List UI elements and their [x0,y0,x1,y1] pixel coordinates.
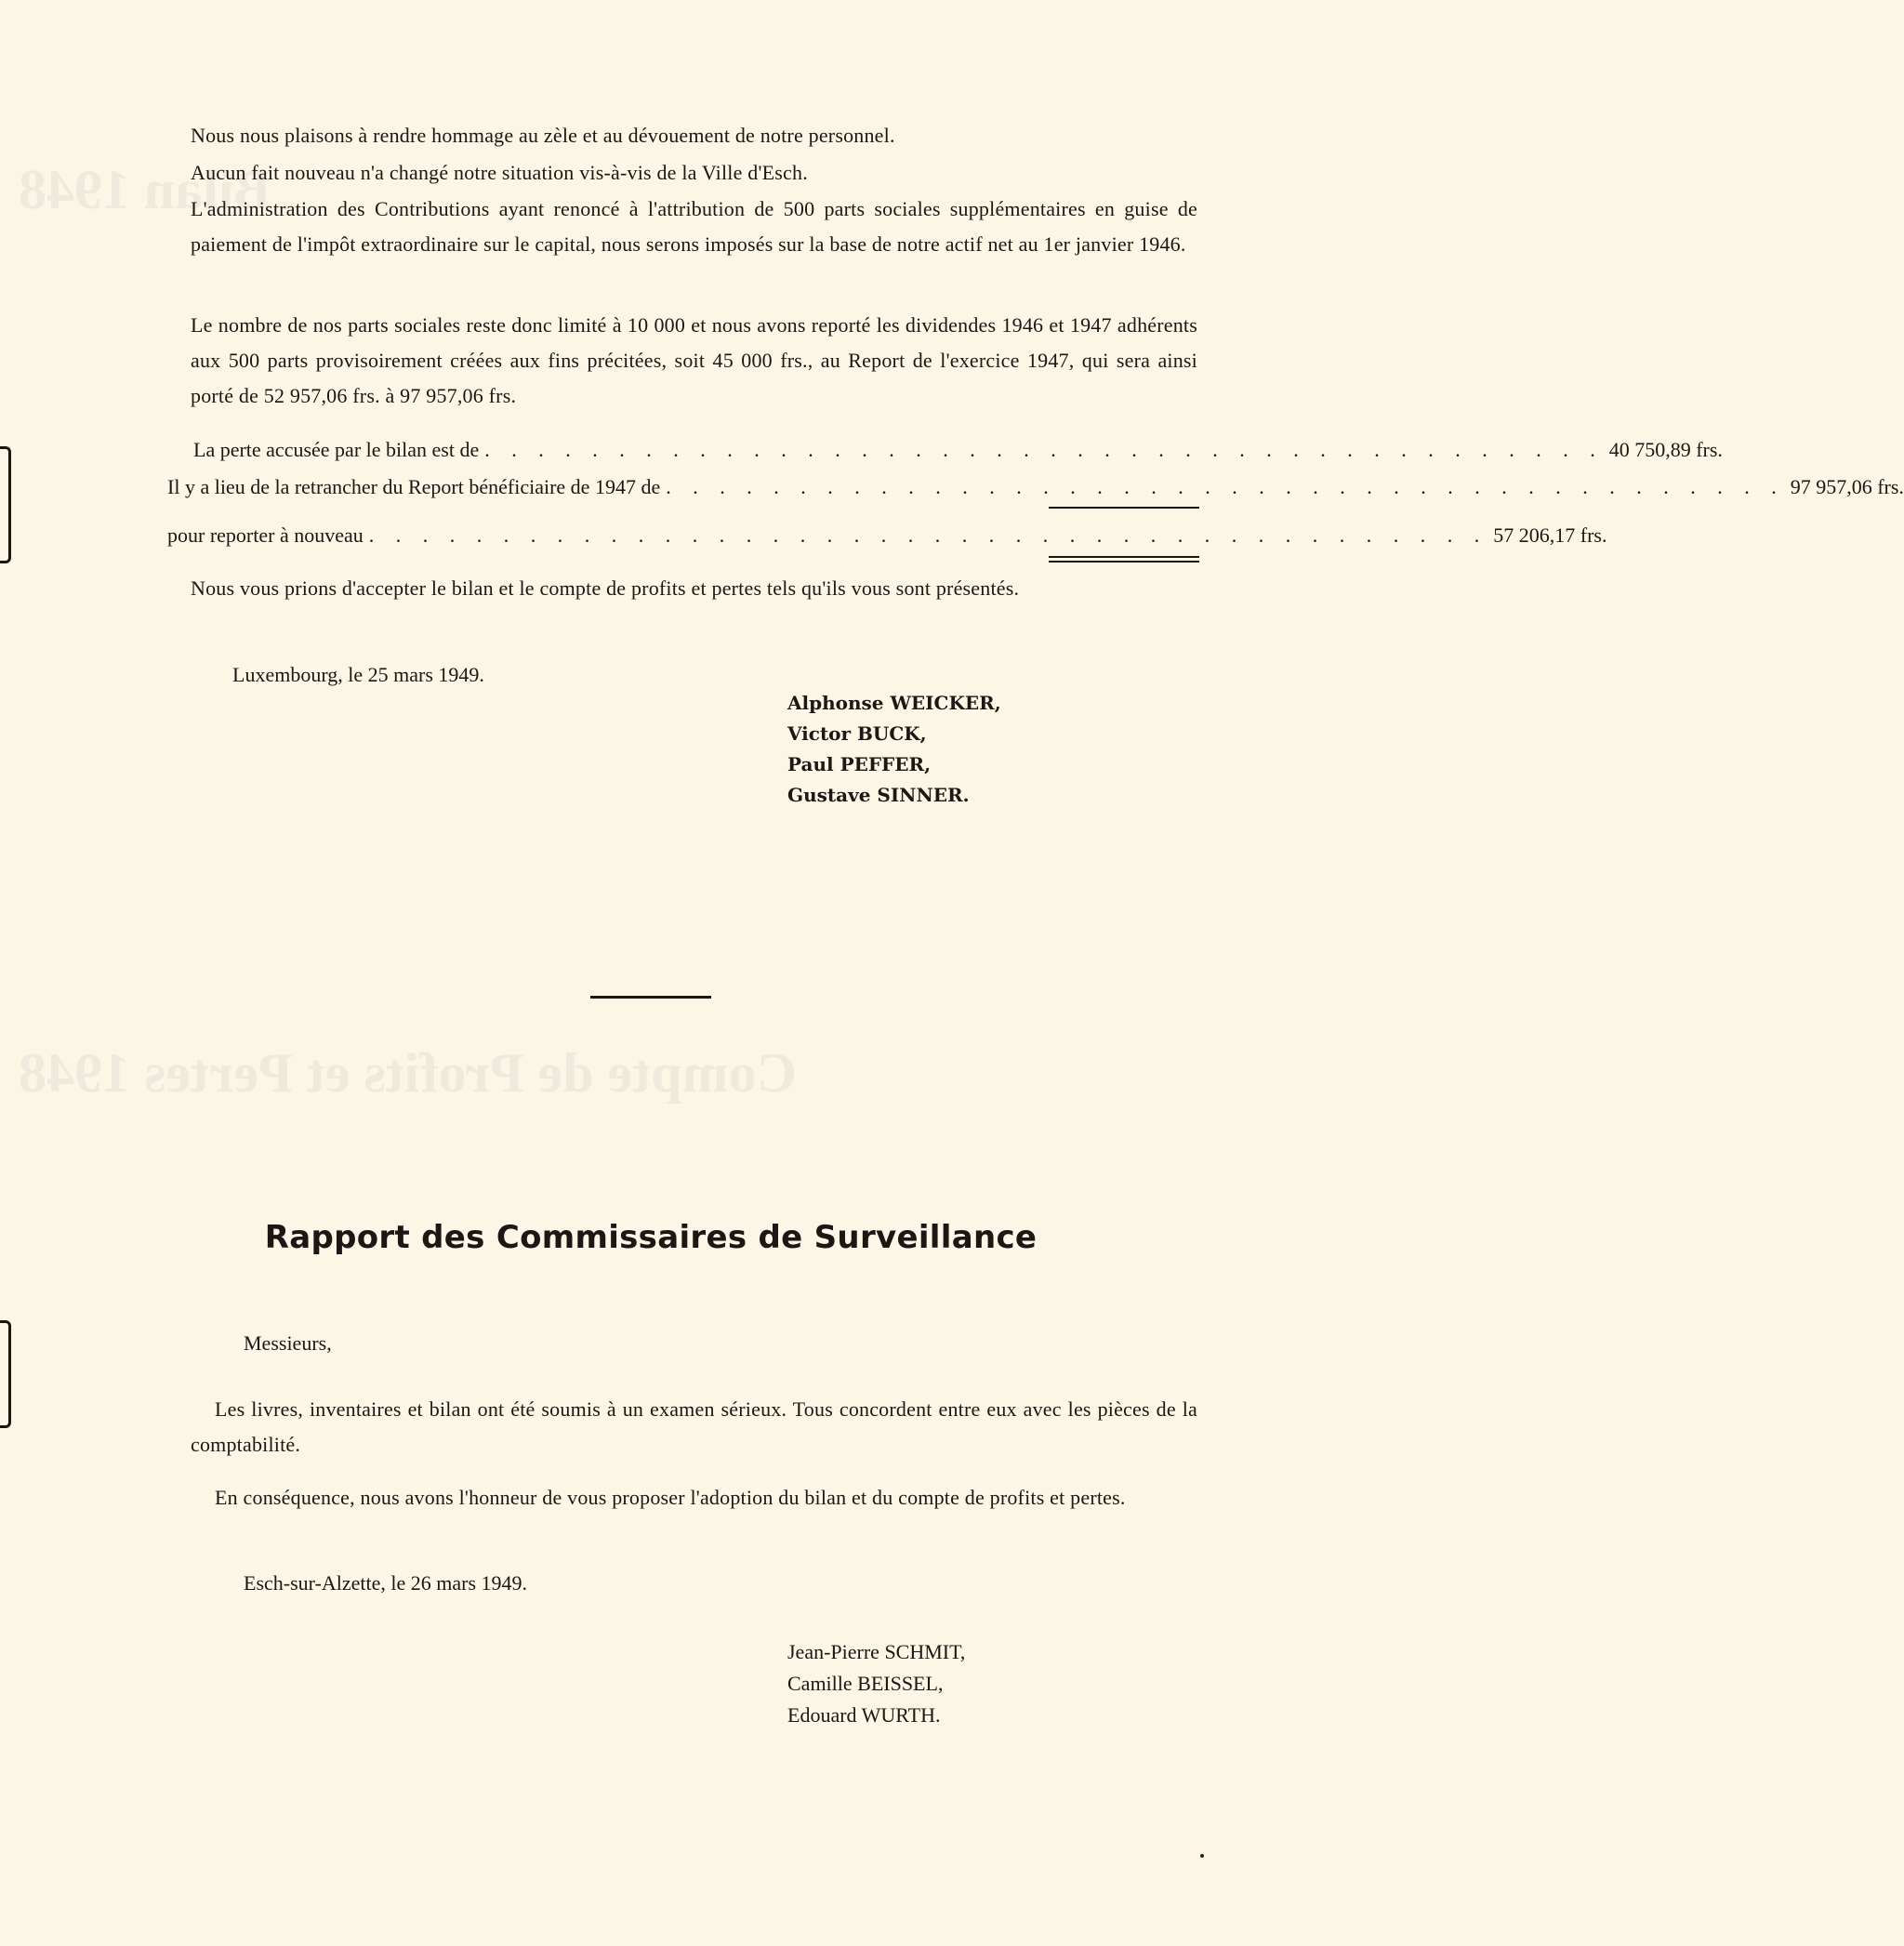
paragraph: En conséquence, nous avons l'honneur de vous proposer l'adoption du bilan et du compte de profits et pertes. [215,1486,1126,1509]
salutation: Messieurs, [244,1331,332,1355]
summary-amount: 97 957,06 frs. [1790,475,1904,498]
signatory: Jean-Pierre SCHMIT, [787,1640,966,1663]
binding-mark [0,446,11,563]
signatories [787,1636,965,1731]
signatory: Victor BUCK, [787,722,927,745]
summary-row-loss [167,438,1723,475]
paragraph: Nous nous plaisons à rendre hommage au zèle et au dévouement de notre personnel. [191,124,895,147]
leader-dots: . . . . . . . . . . . . . . . . . . . . . . . . . . . . . . . . . . . . . . . . . . [368,523,1488,547]
subtotal-rule [1049,507,1199,509]
signatory: Edouard WURTH. [787,1703,941,1727]
show-through-text: Bilan 1948 [19,159,271,220]
show-through-text: Compte de Profits et Pertes 1948 [19,1042,797,1104]
summary-label: Il y a lieu de la retrancher du Report bénéficiaire de 1947 de [167,475,661,498]
paragraph: Les livres, inventaires et bilan ont été soumis à un examen sérieux. Tous concordent entre eux avec les pièces de la comptabilité. [191,1397,1197,1456]
paragraph: L'administration des Contributions ayant renoncé à l'attribution de 500 parts sociales supplémentaires en guise de paiement de l'impôt extraordinaire sur le capital, nous serons imposés sur la base de notre actif net au 1er janvier 1946. [191,197,1197,256]
total-rule [1049,556,1199,558]
total-rule [1049,561,1199,563]
section-separator [590,996,711,999]
signatory: Paul PEFFER, [787,753,932,775]
section-title: Rapport des Commissaires de Surveillance [264,1219,1038,1256]
signatories [787,688,1001,811]
summary-amount: 57 206,17 frs. [1493,523,1607,547]
place-date: Esch-sur-Alzette, le 26 mars 1949. [244,1571,528,1595]
closing-paragraph: Nous vous prions d'accepter le bilan et le compte de profits et pertes tels qu'ils vous sont présentés. [191,576,1020,600]
leader-dots: . . . . . . . . . . . . . . . . . . . . . . . . . . . . . . . . . . . . . . . . . . [666,475,1785,498]
summary-label: pour reporter à nouveau [167,523,364,547]
paragraph: Aucun fait nouveau n'a changé notre situation vis-à-vis de la Ville d'Esch. [191,161,808,184]
summary-row-carryover [167,475,1904,512]
leader-dots: . . . . . . . . . . . . . . . . . . . . . . . . . . . . . . . . . . . . . . . . . . [484,438,1604,461]
signatory: Alphonse WEICKER, [787,692,1001,714]
summary-label: La perte accusée par le bilan est de [193,438,480,461]
place-date: Luxembourg, le 25 mars 1949. [232,663,484,686]
signatory: Camille BEISSEL, [787,1672,944,1695]
summary-amount: 40 750,89 frs. [1608,438,1723,461]
paper-speck [1200,1854,1204,1858]
binding-mark [0,1320,11,1428]
paragraph: Le nombre de nos parts sociales reste donc limité à 10 000 et nous avons reporté les dividendes 1946 et 1947 adhérents aux 500 parts provisoirement créées aux fins précitées, soit 45 000 frs., au Report de l'exercice 1947, qui sera ainsi porté de 52 957,06 frs. à 97 957,06 frs. [191,313,1197,407]
summary-row-new-balance [167,523,1607,561]
signatory: Gustave SINNER. [787,784,970,806]
